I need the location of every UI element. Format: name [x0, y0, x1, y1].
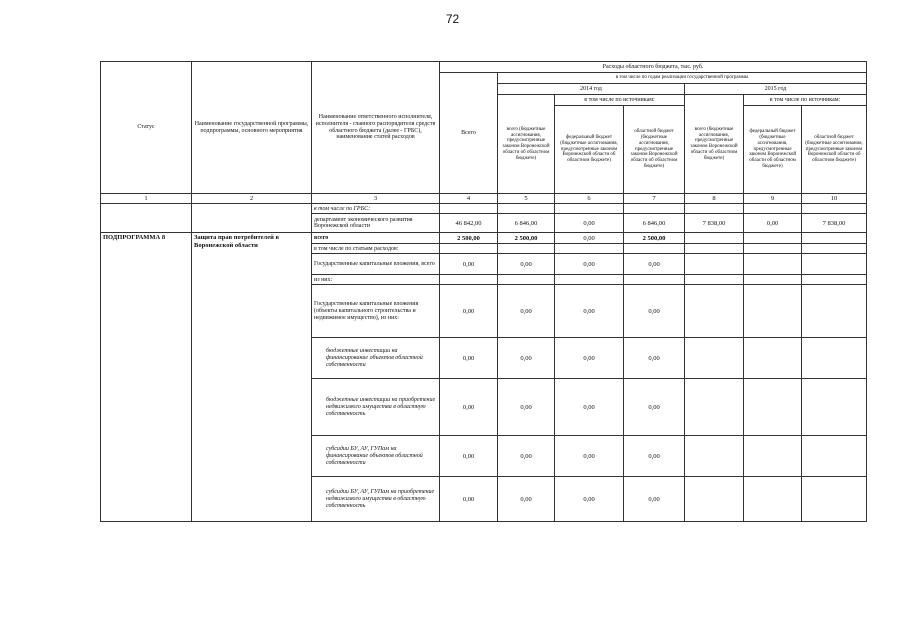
cell-2015-regional: 7 838,00	[802, 214, 867, 233]
name-cell	[192, 204, 312, 214]
header-col5: всего (бюджетные ассигнования, предусмотренные законом Воронежской области об областном бюджете)	[498, 95, 555, 194]
table-row	[101, 233, 867, 244]
cell-2014-regional: 2 500,00	[624, 233, 685, 244]
row-label: бюджетные инвестиции на приобретение недвижимого имущества в областную собственность	[312, 379, 440, 436]
cell-total: 0,00	[440, 436, 498, 477]
cell-2015-federal	[744, 244, 802, 254]
cell-2014-regional: 0,00	[624, 254, 685, 275]
header-year-2014: 2014 год	[498, 84, 685, 95]
cell-2014-total	[498, 204, 555, 214]
cell-total: 2 500,00	[440, 233, 498, 244]
cell-2015-regional	[802, 275, 867, 285]
cell-2014-total	[498, 244, 555, 254]
cell-2015-total	[685, 436, 744, 477]
row-label: субсидии БУ, АУ, ГУПам на приобретение недвижимого имущества в областную собственность	[312, 477, 440, 522]
header-col10: областной бюджет (бюджетные ассигнования, предусмотренные законом Воронежской области об областном бюджете)	[802, 106, 867, 194]
col-index: 6	[555, 194, 624, 204]
cell-total	[440, 275, 498, 285]
cell-2014-total: 0,00	[498, 477, 555, 522]
cell-2014-total: 0,00	[498, 285, 555, 338]
table-row	[101, 214, 867, 233]
cell-2015-regional	[802, 254, 867, 275]
col-index: 10	[802, 194, 867, 204]
cell-2014-regional: 0,00	[624, 477, 685, 522]
header-by-years: в том числе по годам реализации государственной программы	[498, 73, 867, 84]
cell-2014-total	[498, 275, 555, 285]
cell-2014-regional	[624, 275, 685, 285]
cell-2014-regional: 0,00	[624, 436, 685, 477]
row-label: в том числе по ГРБС:	[312, 204, 440, 214]
cell-2014-regional	[624, 244, 685, 254]
row-label: из них:	[312, 275, 440, 285]
col-index: 9	[744, 194, 802, 204]
column-index-row	[101, 194, 867, 204]
row-label: субсидии БУ, АУ, ГУПам на финансирование объектов областной собственности	[312, 436, 440, 477]
cell-2014-federal: 0,00	[555, 338, 624, 379]
row-label: в том числе по статьям расходов:	[312, 244, 440, 254]
cell-total: 0,00	[440, 338, 498, 379]
col-index: 2	[192, 194, 312, 204]
cell-2014-federal: 0,00	[555, 233, 624, 244]
cell-2015-total	[685, 204, 744, 214]
cell-2014-federal: 0,00	[555, 477, 624, 522]
header-status: Статус	[101, 62, 192, 194]
cell-2014-total: 6 846,00	[498, 214, 555, 233]
cell-2014-regional: 6 846,00	[624, 214, 685, 233]
cell-2015-regional	[802, 477, 867, 522]
row-label: всего	[312, 233, 440, 244]
cell-2015-total	[685, 477, 744, 522]
cell-2014-federal: 0,00	[555, 285, 624, 338]
cell-2014-total: 0,00	[498, 436, 555, 477]
cell-total	[440, 204, 498, 214]
cell-2015-total	[685, 233, 744, 244]
cell-2014-total: 2 500,00	[498, 233, 555, 244]
cell-2015-total	[685, 244, 744, 254]
subprogram-status: ПОДПРОГРАММА 8	[101, 233, 192, 522]
cell-2014-regional: 0,00	[624, 338, 685, 379]
cell-2014-federal: 0,00	[555, 254, 624, 275]
cell-total: 0,00	[440, 285, 498, 338]
cell-2014-federal: 0,00	[555, 214, 624, 233]
header-col8: всего (бюджетные ассигнования, предусмотренные законом Воронежской области об областном бюджете)	[685, 95, 744, 194]
cell-2015-federal	[744, 436, 802, 477]
header-by-sources-2014: в том числе по источникам:	[555, 95, 685, 106]
header-executor: Наименование ответственного исполнителя, исполнителя - главного распорядителя средств областного бюджета (далее - ГРБС), наименование статей расходов	[312, 62, 440, 194]
cell-2015-total	[685, 254, 744, 275]
status-cell	[101, 214, 192, 233]
cell-2014-federal: 0,00	[555, 436, 624, 477]
cell-2014-total: 0,00	[498, 254, 555, 275]
cell-total: 0,00	[440, 254, 498, 275]
subprogram-name: Защита прав потребителей в Воронежской области	[192, 233, 312, 522]
cell-2014-regional: 0,00	[624, 379, 685, 436]
row-label: департамент экономического развития Воронежской области	[312, 214, 440, 233]
name-cell	[192, 214, 312, 233]
header-by-sources-2015: в том числе по источникам:	[744, 95, 867, 106]
col-index: 7	[624, 194, 685, 204]
col-index: 3	[312, 194, 440, 204]
header-total: Всего	[440, 73, 498, 194]
cell-2015-federal	[744, 477, 802, 522]
cell-2015-total: 7 838,00	[685, 214, 744, 233]
status-cell	[101, 204, 192, 214]
cell-2014-federal	[555, 275, 624, 285]
cell-2015-regional	[802, 338, 867, 379]
cell-2014-federal	[555, 244, 624, 254]
cell-2015-total	[685, 338, 744, 379]
page-number: 72	[445, 12, 460, 26]
header-year-2015: 2015 год	[685, 84, 867, 95]
cell-2015-federal	[744, 338, 802, 379]
cell-total: 0,00	[440, 379, 498, 436]
cell-2015-regional	[802, 379, 867, 436]
cell-2014-regional	[624, 204, 685, 214]
cell-2015-regional	[802, 233, 867, 244]
cell-2015-total	[685, 275, 744, 285]
header-col7: областной бюджет (бюджетные ассигнования, предусмотренные законом Воронежской области об областном бюджете)	[624, 106, 685, 194]
header-col9: федеральный бюджет (бюджетные ассигнования, предусмотренные законом Воронежской области об областном бюджете)	[744, 106, 802, 194]
col-index: 1	[101, 194, 192, 204]
cell-2015-total	[685, 379, 744, 436]
table-row	[101, 204, 867, 214]
cell-2014-federal	[555, 204, 624, 214]
cell-2014-federal: 0,00	[555, 379, 624, 436]
cell-2015-regional	[802, 436, 867, 477]
cell-2014-total: 0,00	[498, 379, 555, 436]
cell-2015-federal	[744, 285, 802, 338]
cell-2015-federal: 0,00	[744, 214, 802, 233]
row-label: Государственные капитальные вложения (объекты капитального строительства и недвижимое имущество), из них:	[312, 285, 440, 338]
cell-2014-regional: 0,00	[624, 285, 685, 338]
col-index: 4	[440, 194, 498, 204]
cell-2015-regional	[802, 204, 867, 214]
header-program-name: Наименование государственной программы, подпрограммы, основного мероприятия	[192, 62, 312, 194]
cell-total: 46 842,00	[440, 214, 498, 233]
cell-2015-regional	[802, 285, 867, 338]
cell-2015-regional	[802, 244, 867, 254]
cell-total	[440, 244, 498, 254]
header-col6: федеральный бюджет (бюджетные ассигнования, предусмотренные законом Воронежской области об областном бюджете)	[555, 106, 624, 194]
header-expenses-title: Расходы областного бюджета, тыс. руб.	[440, 62, 867, 73]
col-index: 5	[498, 194, 555, 204]
cell-2015-federal	[744, 275, 802, 285]
budget-table	[100, 61, 867, 522]
cell-2015-federal	[744, 379, 802, 436]
cell-total: 0,00	[440, 477, 498, 522]
cell-2015-federal	[744, 233, 802, 244]
col-index: 8	[685, 194, 744, 204]
cell-2015-federal	[744, 254, 802, 275]
cell-2015-federal	[744, 204, 802, 214]
cell-2014-total: 0,00	[498, 338, 555, 379]
cell-2015-total	[685, 285, 744, 338]
row-label: бюджетные инвестиции на финансирование объектов областной собственности	[312, 338, 440, 379]
row-label: Государственные капитальные вложения, всего	[312, 254, 440, 275]
